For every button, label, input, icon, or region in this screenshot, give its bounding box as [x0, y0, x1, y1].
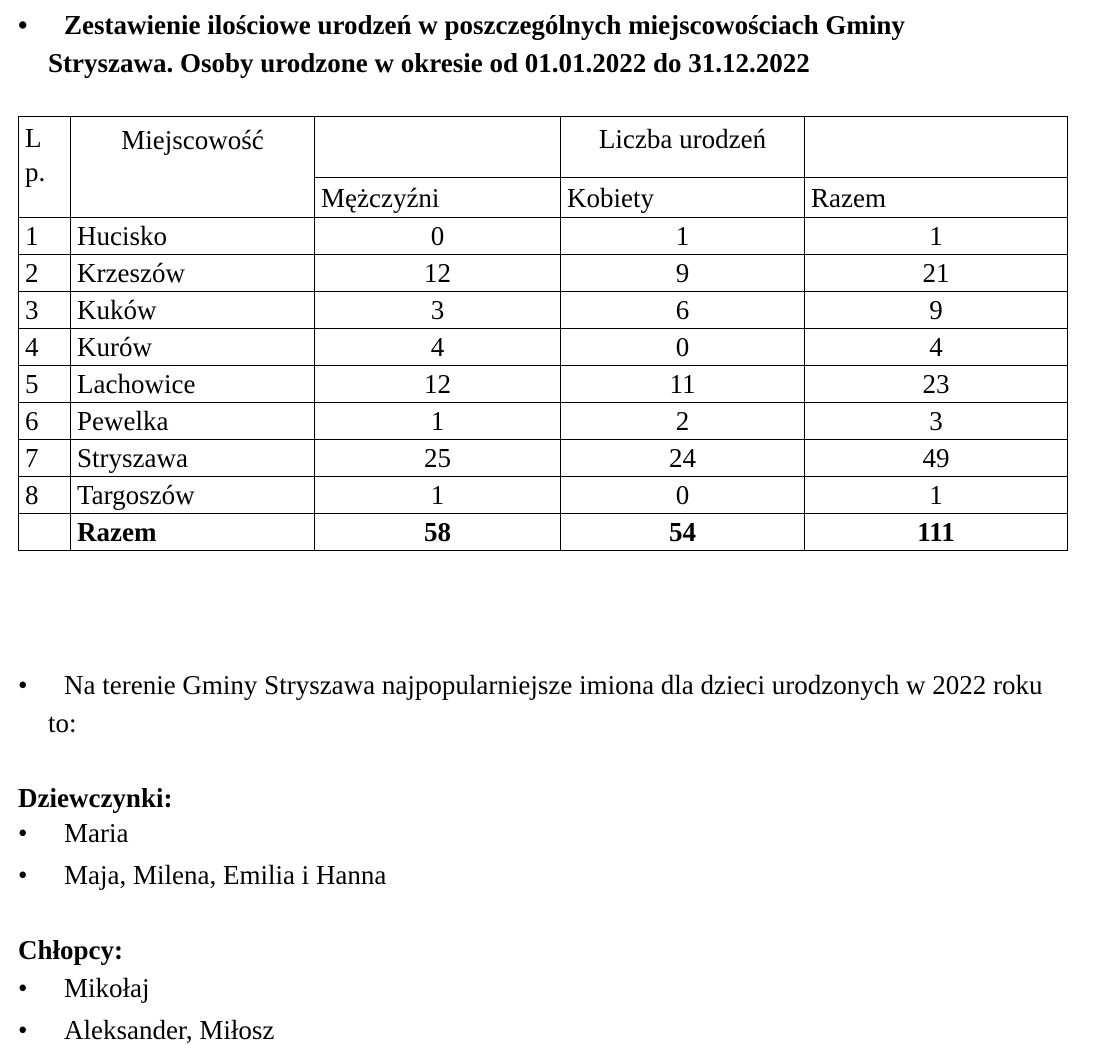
- cell-mezczyzni: 12: [315, 366, 561, 403]
- cell-razem: 23: [805, 366, 1068, 403]
- cell-mezczyzni: 1: [315, 477, 561, 514]
- bullet-icon: •: [18, 860, 28, 890]
- bullet-icon: •: [18, 973, 28, 1003]
- cell-total-label: Razem: [71, 514, 315, 551]
- cell-lp: 8: [19, 477, 71, 514]
- cell-miejscowosc: Targoszów: [71, 477, 315, 514]
- bullet-icon: •: [18, 10, 28, 40]
- bullet-icon: •: [18, 818, 28, 848]
- table-row: [19, 403, 1068, 440]
- cell-razem: 1: [805, 218, 1068, 255]
- cell-miejscowosc: Kurów: [71, 329, 315, 366]
- header-lp: [19, 117, 71, 218]
- cell-kobiety: 9: [561, 255, 805, 292]
- cell-total-mezczyzni: 58: [315, 514, 561, 551]
- table-row: [19, 255, 1068, 292]
- names-paragraph-line-2: to:: [48, 708, 77, 738]
- table-row: [19, 292, 1068, 329]
- cell-kobiety: 0: [561, 477, 805, 514]
- boys-item-text: Mikołaj: [64, 973, 150, 1003]
- header-liczba-urodzen: Liczba urodzeń: [561, 117, 805, 178]
- cell-lp: 6: [19, 403, 71, 440]
- table-row: [19, 440, 1068, 477]
- cell-total-kobiety: 54: [561, 514, 805, 551]
- cell-razem: 1: [805, 477, 1068, 514]
- cell-lp: 2: [19, 255, 71, 292]
- header-lp-text: L p.: [25, 123, 46, 187]
- cell-kobiety: 0: [561, 329, 805, 366]
- cell-mezczyzni: 12: [315, 255, 561, 292]
- cell-kobiety: 2: [561, 403, 805, 440]
- table-row: [19, 477, 1068, 514]
- cell-razem: 21: [805, 255, 1068, 292]
- table-header-row: [19, 117, 1068, 178]
- cell-total-razem: 111: [805, 514, 1068, 551]
- cell-mezczyzni: 25: [315, 440, 561, 477]
- header-miejscowosc: Miejscowość: [71, 117, 315, 218]
- names-paragraph-line-1: Na terenie Gminy Stryszawa najpopularniejsze imiona dla dzieci urodzonych w 2022 roku: [64, 670, 1043, 700]
- cell-lp: 7: [19, 440, 71, 477]
- table-row: [19, 366, 1068, 403]
- cell-razem: 3: [805, 403, 1068, 440]
- boys-item-text: Aleksander, Miłosz: [64, 1015, 275, 1045]
- cell-miejscowosc: Stryszawa: [71, 440, 315, 477]
- cell-razem: 9: [805, 292, 1068, 329]
- bullet-icon: •: [18, 670, 28, 700]
- cell-mezczyzni: 4: [315, 329, 561, 366]
- heading-line-2: Stryszawa. Osoby urodzone w okresie od 01.01.2022 do 31.12.2022: [48, 48, 810, 78]
- cell-mezczyzni: 1: [315, 403, 561, 440]
- cell-razem: 4: [805, 329, 1068, 366]
- boys-label: Chłopcy:: [18, 935, 124, 965]
- girls-item-text: Maria: [64, 818, 129, 848]
- births-table: [18, 116, 1068, 551]
- table-total-row: [19, 514, 1068, 551]
- cell-mezczyzni: 3: [315, 292, 561, 329]
- table-row: [19, 218, 1068, 255]
- cell-lp-empty: [19, 514, 71, 551]
- header-empty-left: [315, 117, 561, 178]
- girls-label: Dziewczynki:: [18, 783, 173, 813]
- cell-miejscowosc: Pewelka: [71, 403, 315, 440]
- cell-miejscowosc: Krzeszów: [71, 255, 315, 292]
- header-mezczyzni: Mężczyźni: [315, 178, 561, 218]
- bullet-icon: •: [18, 1015, 28, 1045]
- cell-kobiety: 24: [561, 440, 805, 477]
- header-razem: Razem: [805, 178, 1068, 218]
- cell-miejscowosc: Kuków: [71, 292, 315, 329]
- cell-lp: 3: [19, 292, 71, 329]
- cell-lp: 5: [19, 366, 71, 403]
- cell-kobiety: 11: [561, 366, 805, 403]
- cell-lp: 4: [19, 329, 71, 366]
- heading-line-1: Zestawienie ilościowe urodzeń w poszczególnych miejscowościach Gminy: [64, 10, 905, 40]
- cell-razem: 49: [805, 440, 1068, 477]
- cell-kobiety: 1: [561, 218, 805, 255]
- girls-item-text: Maja, Milena, Emilia i Hanna: [64, 860, 387, 890]
- header-empty-right: [805, 117, 1068, 178]
- header-kobiety: Kobiety: [561, 178, 805, 218]
- cell-miejscowosc: Hucisko: [71, 218, 315, 255]
- cell-mezczyzni: 0: [315, 218, 561, 255]
- cell-lp: 1: [19, 218, 71, 255]
- table-row: [19, 329, 1068, 366]
- cell-kobiety: 6: [561, 292, 805, 329]
- cell-miejscowosc: Lachowice: [71, 366, 315, 403]
